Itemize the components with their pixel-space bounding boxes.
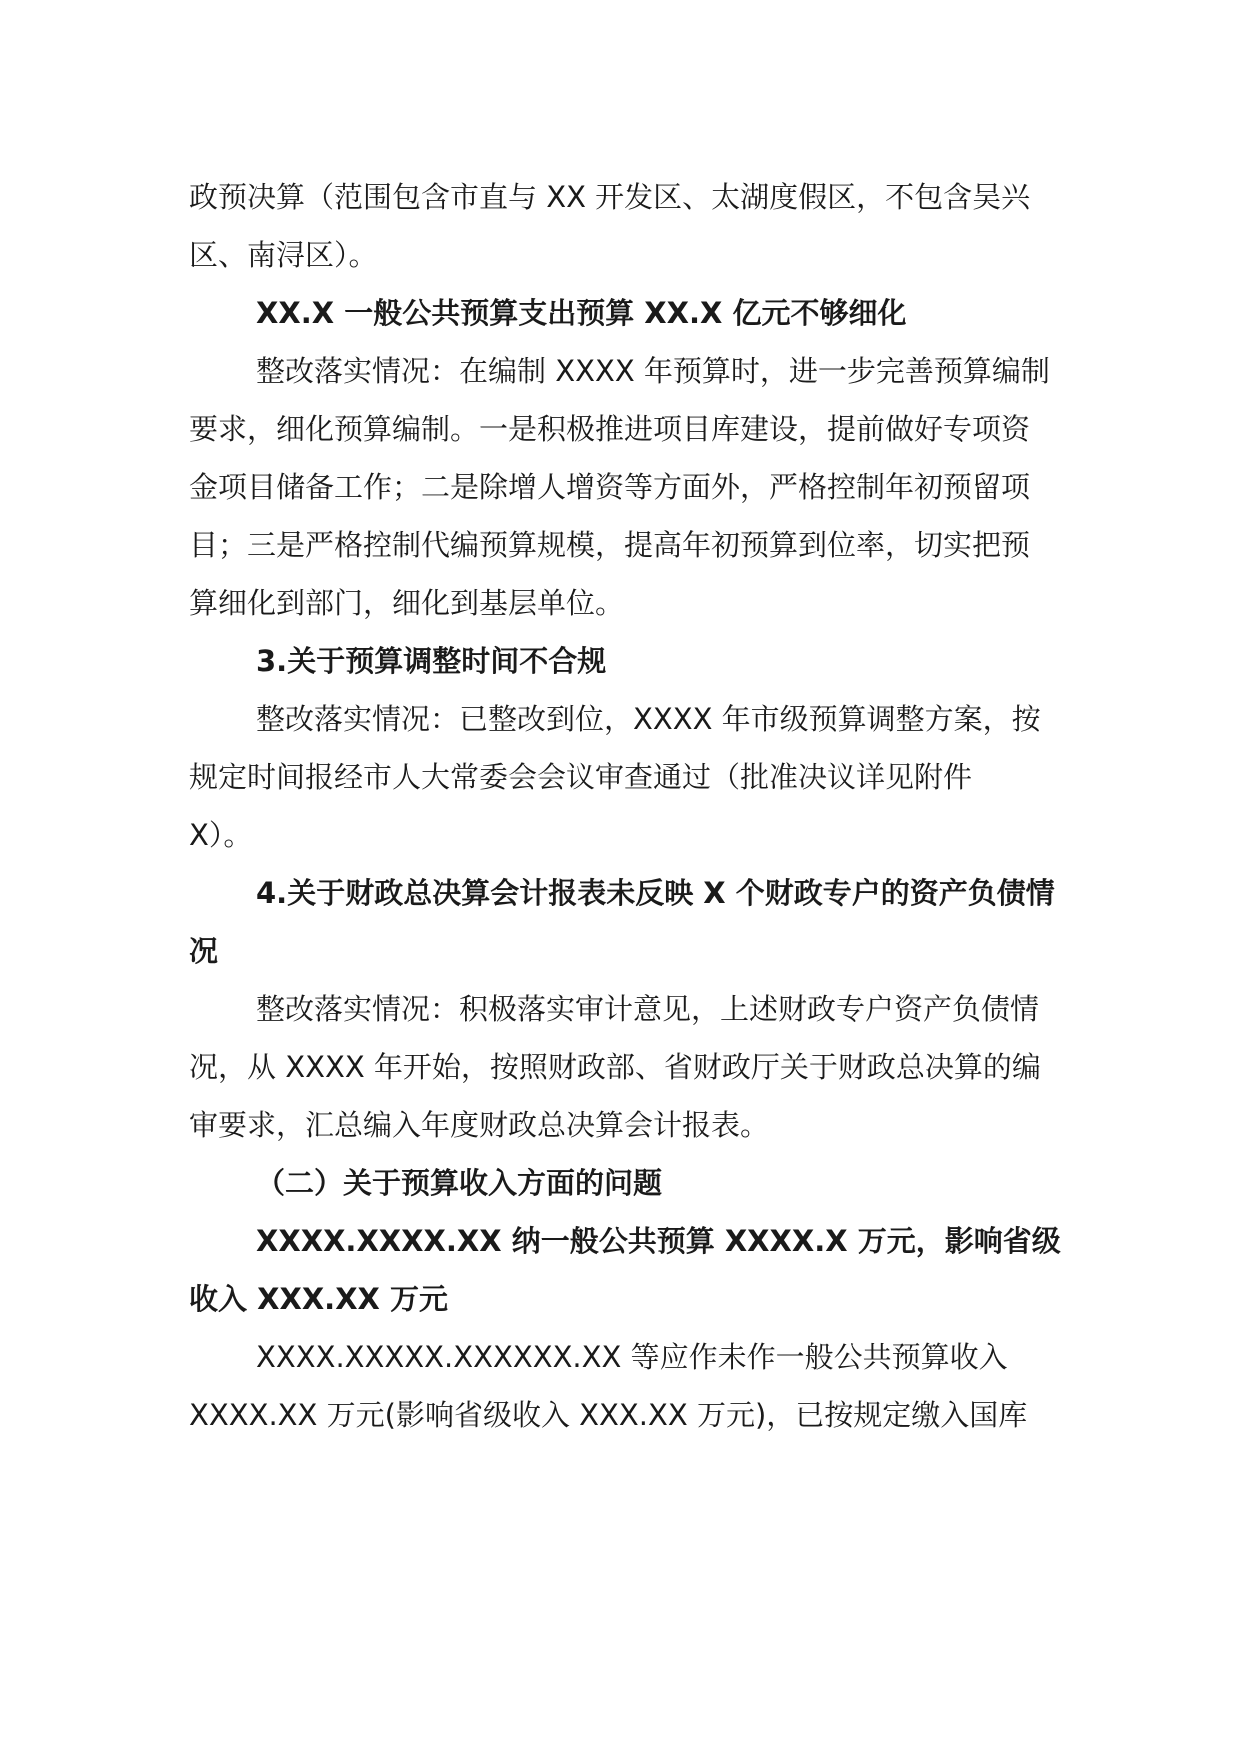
body-text-line: 整改落实情况：积极落实审计意见，上述财政专户资产负债情 <box>256 992 1040 1026</box>
body-text-line: X）。 <box>189 818 253 852</box>
body-text-line: 审要求，汇总编入年度财政总决算会计报表。 <box>189 1108 770 1142</box>
body-text-line: XXXX.XX 万元(影响省级收入 XXX.XX 万元)，已按规定缴入国库 <box>189 1398 1028 1432</box>
section-heading: 4.关于财政总决算会计报表未反映 X 个财政专户的资产负债情 <box>256 876 1055 910</box>
body-text-line: 区、南浔区）。 <box>189 238 378 272</box>
body-text-line: 要求，细化预算编制。一是积极推进项目库建设，提前做好专项资 <box>189 412 1031 446</box>
section-heading: XX.X 一般公共预算支出预算 XX.X 亿元不够细化 <box>256 296 907 330</box>
body-text-line: 整改落实情况：在编制 XXXX 年预算时，进一步完善预算编制 <box>256 354 1050 388</box>
section-heading: 况 <box>189 934 219 968</box>
body-text-line: 况，从 XXXX 年开始，按照财政部、省财政厅关于财政总决算的编 <box>189 1050 1041 1084</box>
body-text-line: 算细化到部门，细化到基层单位。 <box>189 586 625 620</box>
body-text-line: 目；三是严格控制代编预算规模，提高年初预算到位率，切实把预 <box>189 528 1031 562</box>
body-text-line: 政预决算（范围包含市直与 XX 开发区、太湖度假区，不包含吴兴 <box>189 180 1031 214</box>
section-heading: XXXX.XXXX.XX 纳一般公共预算 XXXX.X 万元，影响省级 <box>256 1224 1061 1258</box>
body-text-line: 金项目储备工作；二是除增人增资等方面外，严格控制年初预留项 <box>189 470 1031 504</box>
body-text-line: XXXX.XXXXX.XXXXXX.XX 等应作未作一般公共预算收入 <box>256 1340 1008 1374</box>
section-heading: 收入 XXX.XX 万元 <box>189 1282 449 1316</box>
body-text-line: 整改落实情况：已整改到位，XXXX 年市级预算调整方案，按 <box>256 702 1041 736</box>
section-heading: 3.关于预算调整时间不合规 <box>256 644 607 678</box>
body-text-line: 规定时间报经市人大常委会会议审查通过（批准决议详见附件 <box>189 760 973 794</box>
section-heading: （二）关于预算收入方面的问题 <box>256 1166 663 1200</box>
